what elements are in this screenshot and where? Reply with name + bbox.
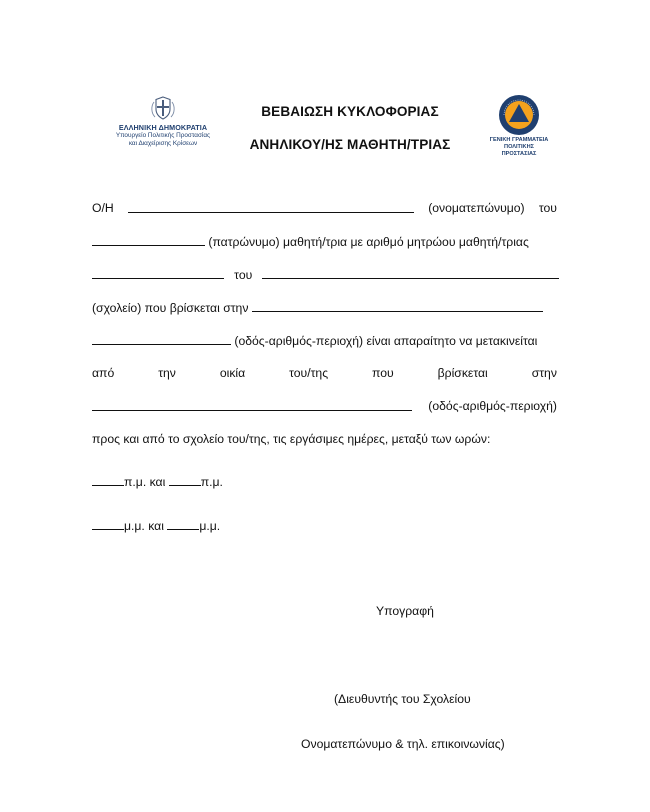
afternoon-from-blank[interactable] — [92, 518, 124, 530]
father-name-blank[interactable] — [92, 234, 205, 246]
afternoon-conj: και — [148, 519, 164, 533]
home-address-label: (οδός-αριθμός-περιοχή) — [428, 399, 557, 413]
morning-unit-b: π.μ. — [200, 475, 223, 489]
form-line-father-name — [92, 234, 557, 249]
home-word-4: του/της — [289, 366, 329, 380]
greek-emblem-logo — [150, 96, 176, 120]
left-logo-text — [100, 124, 226, 148]
home-address-blank[interactable] — [92, 399, 412, 411]
afternoon-unit-a: μ.μ. — [124, 519, 145, 533]
left-logo-line-2: Υπουργείο Πολιτικής Προστασίας — [115, 132, 211, 139]
document-title-line-1: ΒΕΒΑΙΩΣΗ ΚΥΚΛΟΦΟΡΙΑΣ — [261, 104, 439, 119]
right-logo-text — [489, 137, 549, 158]
school-label: (σχολείο) που βρίσκεται στην — [92, 301, 249, 315]
afternoon-unit-b: μ.μ. — [199, 519, 221, 533]
registry-number-blank[interactable] — [92, 267, 224, 279]
form-line-home-address — [92, 399, 557, 413]
form-line-school-location — [92, 300, 557, 315]
home-word-6: βρίσκεται — [437, 366, 488, 380]
morning-unit-a: π.μ. — [124, 475, 147, 489]
home-word-1: από — [92, 366, 115, 380]
signature-label: Υπογραφή — [376, 604, 434, 618]
form-line-afternoon-hours — [92, 518, 557, 533]
form-line-name — [92, 201, 557, 215]
school-address-blank[interactable] — [252, 300, 543, 312]
form-line-school-address — [92, 333, 557, 348]
home-word-7: στην — [531, 366, 557, 380]
left-logo-line-3: και Διαχείρισης Κρίσεων — [128, 140, 198, 147]
home-word-3: οικία — [219, 366, 246, 380]
form-line-morning-hours — [92, 474, 557, 489]
school-blank[interactable] — [262, 267, 559, 279]
signature-role-line-2: Ονοματεπώνυμο & τηλ. επικοινωνίας) — [301, 737, 505, 751]
name-blank[interactable] — [128, 201, 414, 213]
morning-from-blank[interactable] — [92, 474, 124, 486]
suffix-text: του — [538, 201, 557, 215]
document-title-line-2: ΑΝΗΛΙΚΟΥ/ΗΣ ΜΑΘΗΤΗ/ΤΡΙΑΣ — [249, 137, 451, 152]
name-label: (ονοματεπώνυμο) — [428, 201, 525, 215]
form-line-hours-intro — [92, 432, 557, 446]
school-street-blank[interactable] — [92, 333, 231, 345]
school-address-label: (οδός-αριθμός-περιοχή) είναι απαραίτητο να μετακινείται — [234, 334, 538, 348]
emblem-icon — [150, 96, 176, 120]
form-line-home — [92, 366, 557, 380]
signature-role-line-1: (Διευθυντής του Σχολείου — [334, 692, 471, 706]
left-logo-line-1: ΕΛΛΗΝΙΚΗ ΔΗΜΟΚΡΑΤΙΑ — [118, 123, 208, 132]
hours-intro-text: προς και από το σχολείο του/της, τις εργάσιμες ημέρες, μεταξύ των ωρών: — [92, 432, 491, 446]
father-name-label: (πατρώνυμο) μαθητή/τρια με αριθμό μητρώου μαθητή/τριας — [208, 235, 529, 249]
home-word-5: που — [372, 366, 394, 380]
afternoon-to-blank[interactable] — [167, 518, 199, 530]
right-logo-line-2: ΠΟΛΙΤΙΚΗΣ ΠΡΟΣΤΑΣΙΑΣ — [501, 144, 537, 157]
morning-conj: και — [149, 475, 166, 489]
prefix-text: Ο/Η — [92, 201, 114, 215]
civil-protection-icon — [498, 94, 540, 136]
right-logo-line-1: ΓΕΝΙΚΗ ΓΡΑΜΜΑΤΕΙΑ — [489, 137, 549, 143]
civil-protection-logo — [489, 94, 549, 158]
home-word-2: την — [158, 366, 176, 380]
form-line-registry — [92, 267, 557, 282]
of-text: του — [234, 268, 253, 282]
morning-to-blank[interactable] — [169, 474, 201, 486]
